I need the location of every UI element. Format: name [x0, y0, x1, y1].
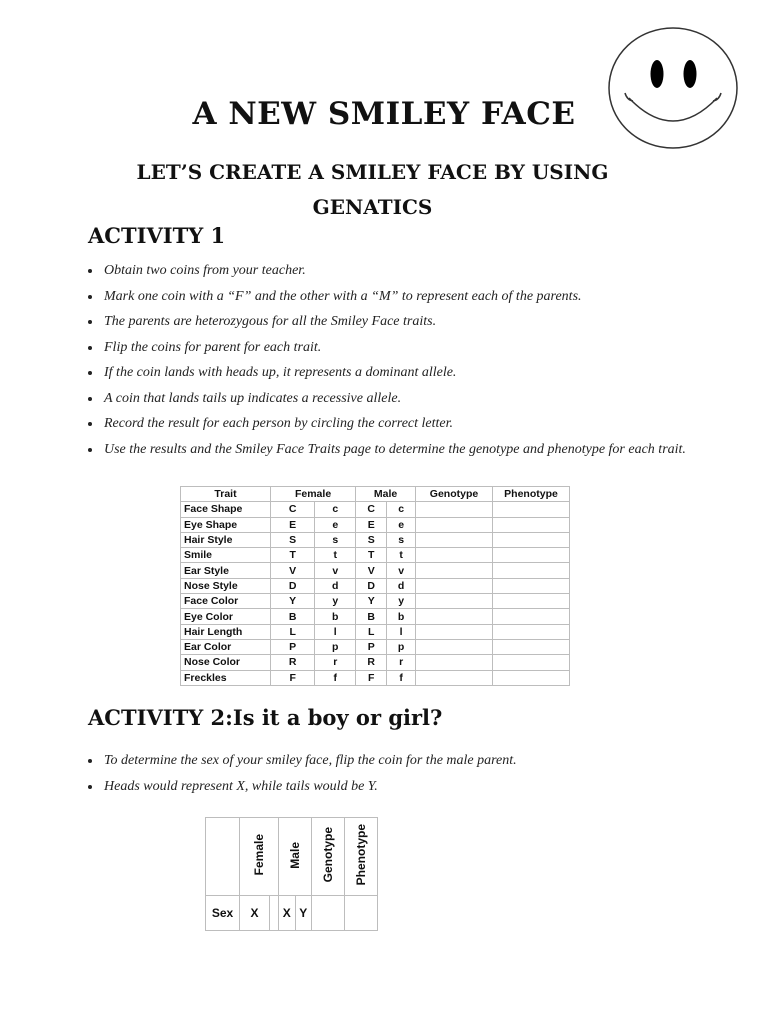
male-recessive-allele[interactable]: e: [387, 517, 416, 532]
phenotype-cell[interactable]: [493, 670, 570, 685]
sex-table-corner: [206, 818, 240, 896]
trait-name: Nose Style: [181, 578, 271, 593]
list-item: • Record the result for each person by circling the correct letter.: [102, 411, 742, 437]
table-row: [181, 670, 570, 685]
trait-name: Nose Color: [181, 655, 271, 670]
activity-2-instructions: [84, 748, 662, 800]
trait-name: Eye Shape: [181, 517, 271, 532]
female-recessive-allele[interactable]: y: [315, 594, 356, 609]
female-dominant-allele[interactable]: E: [271, 517, 315, 532]
male-recessive-allele[interactable]: y: [387, 594, 416, 609]
list-item: • A coin that lands tails up indicates a recessive allele.: [102, 386, 742, 412]
list-item: • To determine the sex of your smiley face, flip the coin for the male parent.: [102, 748, 662, 774]
male-dominant-allele[interactable]: V: [356, 563, 387, 578]
sex-table: [205, 817, 378, 931]
female-dominant-allele[interactable]: T: [271, 548, 315, 563]
female-recessive-allele[interactable]: l: [315, 624, 356, 639]
female-recessive-allele[interactable]: b: [315, 609, 356, 624]
male-recessive-allele[interactable]: f: [387, 670, 416, 685]
phenotype-cell[interactable]: [493, 639, 570, 654]
female-dominant-allele[interactable]: R: [271, 655, 315, 670]
female-dominant-allele[interactable]: S: [271, 532, 315, 547]
female-recessive-allele[interactable]: f: [315, 670, 356, 685]
list-item: • If the coin lands with heads up, it represents a dominant allele.: [102, 360, 742, 386]
table-header-row: [181, 487, 570, 502]
genotype-cell[interactable]: [416, 548, 493, 563]
activity-1-instructions: [84, 258, 742, 462]
trait-table: [180, 486, 570, 686]
genotype-cell[interactable]: [416, 563, 493, 578]
header-male: Male: [356, 487, 416, 502]
female-dominant-allele[interactable]: V: [271, 563, 315, 578]
trait-name: Freckles: [181, 670, 271, 685]
male-recessive-allele[interactable]: c: [387, 502, 416, 517]
header-genotype: Genotype: [416, 487, 493, 502]
list-item: • The parents are heterozygous for all the Smiley Face traits.: [102, 309, 742, 335]
male-dominant-allele[interactable]: F: [356, 670, 387, 685]
female-recessive-allele[interactable]: p: [315, 639, 356, 654]
female-dominant-allele[interactable]: C: [271, 502, 315, 517]
male-x-allele[interactable]: X: [279, 896, 296, 931]
male-recessive-allele[interactable]: t: [387, 548, 416, 563]
male-recessive-allele[interactable]: d: [387, 578, 416, 593]
sex-row-label: Sex: [206, 896, 240, 931]
female-recessive-allele[interactable]: r: [315, 655, 356, 670]
header-phenotype: Phenotype: [493, 487, 570, 502]
female-sex-allele[interactable]: X: [240, 896, 270, 931]
phenotype-cell[interactable]: [493, 594, 570, 609]
genotype-cell[interactable]: [416, 670, 493, 685]
trait-name: Eye Color: [181, 609, 271, 624]
phenotype-cell[interactable]: [493, 609, 570, 624]
activity-1-heading: ACTIVITY 1: [88, 223, 226, 248]
table-row: [181, 655, 570, 670]
sex-header-phenotype: Phenotype: [345, 818, 378, 896]
sex-header-genotype: Genotype: [312, 818, 345, 896]
activity-2-heading: ACTIVITY 2:Is it a boy or girl?: [88, 705, 443, 730]
page-subtitle: LET’S CREATE A SMILEY FACE BY USING GENATICS: [136, 160, 609, 219]
table-row: [181, 639, 570, 654]
genotype-cell[interactable]: [416, 578, 493, 593]
genotype-cell[interactable]: [416, 532, 493, 547]
table-row: [181, 548, 570, 563]
genotype-cell[interactable]: [416, 609, 493, 624]
phenotype-cell[interactable]: [493, 548, 570, 563]
list-item: • Mark one coin with a “F” and the other with a “M” to represent each of the parents.: [102, 284, 742, 310]
sex-spacer-cell: [270, 896, 279, 931]
female-recessive-allele[interactable]: t: [315, 548, 356, 563]
male-dominant-allele[interactable]: S: [356, 532, 387, 547]
trait-name: Smile: [181, 548, 271, 563]
male-dominant-allele[interactable]: C: [356, 502, 387, 517]
table-row: [181, 609, 570, 624]
male-recessive-allele[interactable]: v: [387, 563, 416, 578]
trait-name: Face Color: [181, 594, 271, 609]
sex-header-male: Male: [279, 818, 312, 896]
phenotype-cell[interactable]: [493, 563, 570, 578]
female-recessive-allele[interactable]: v: [315, 563, 356, 578]
female-recessive-allele[interactable]: d: [315, 578, 356, 593]
header-female: Female: [271, 487, 356, 502]
list-item: • Heads would represent X, while tails would be Y.: [102, 774, 662, 800]
genotype-cell[interactable]: [416, 517, 493, 532]
male-recessive-allele[interactable]: r: [387, 655, 416, 670]
phenotype-cell[interactable]: [493, 532, 570, 547]
header-trait: Trait: [181, 487, 271, 502]
phenotype-cell[interactable]: [493, 655, 570, 670]
male-y-allele[interactable]: Y: [295, 896, 312, 931]
sex-phenotype-cell[interactable]: [345, 896, 378, 931]
table-row: [181, 578, 570, 593]
male-dominant-allele[interactable]: P: [356, 639, 387, 654]
sex-header-female: Female: [240, 818, 279, 896]
table-row: [206, 896, 378, 931]
female-recessive-allele[interactable]: c: [315, 502, 356, 517]
genotype-cell[interactable]: [416, 624, 493, 639]
list-item: • Obtain two coins from your teacher.: [102, 258, 742, 284]
female-dominant-allele[interactable]: Y: [271, 594, 315, 609]
phenotype-cell[interactable]: [493, 502, 570, 517]
male-recessive-allele[interactable]: b: [387, 609, 416, 624]
female-dominant-allele[interactable]: P: [271, 639, 315, 654]
sex-table-header-row: [206, 818, 378, 896]
list-item: • Flip the coins for parent for each trait.: [102, 335, 742, 361]
male-dominant-allele[interactable]: R: [356, 655, 387, 670]
male-dominant-allele[interactable]: D: [356, 578, 387, 593]
list-item: • Use the results and the Smiley Face Traits page to determine the genotype and phenotype for each trait.: [102, 437, 742, 463]
phenotype-cell[interactable]: [493, 517, 570, 532]
male-dominant-allele[interactable]: B: [356, 609, 387, 624]
female-recessive-allele[interactable]: s: [315, 532, 356, 547]
phenotype-cell[interactable]: [493, 578, 570, 593]
trait-name: Face Shape: [181, 502, 271, 517]
female-dominant-allele[interactable]: D: [271, 578, 315, 593]
trait-name: Hair Style: [181, 532, 271, 547]
female-dominant-allele[interactable]: F: [271, 670, 315, 685]
genotype-cell[interactable]: [416, 639, 493, 654]
phenotype-cell[interactable]: [493, 624, 570, 639]
genotype-cell[interactable]: [416, 594, 493, 609]
male-dominant-allele[interactable]: L: [356, 624, 387, 639]
male-dominant-allele[interactable]: Y: [356, 594, 387, 609]
female-dominant-allele[interactable]: L: [271, 624, 315, 639]
female-dominant-allele[interactable]: B: [271, 609, 315, 624]
table-row: [181, 517, 570, 532]
table-row: [181, 594, 570, 609]
male-dominant-allele[interactable]: T: [356, 548, 387, 563]
table-row: [181, 563, 570, 578]
genotype-cell[interactable]: [416, 502, 493, 517]
male-dominant-allele[interactable]: E: [356, 517, 387, 532]
female-recessive-allele[interactable]: e: [315, 517, 356, 532]
trait-name: Ear Color: [181, 639, 271, 654]
trait-name: Hair Length: [181, 624, 271, 639]
trait-name: Ear Style: [181, 563, 271, 578]
table-row: [181, 624, 570, 639]
male-recessive-allele[interactable]: p: [387, 639, 416, 654]
table-row: [181, 532, 570, 547]
sex-genotype-cell[interactable]: [312, 896, 345, 931]
table-row: [181, 502, 570, 517]
male-recessive-allele[interactable]: s: [387, 532, 416, 547]
page-title: A NEW SMILEY FACE: [192, 96, 576, 132]
male-recessive-allele[interactable]: l: [387, 624, 416, 639]
genotype-cell[interactable]: [416, 655, 493, 670]
